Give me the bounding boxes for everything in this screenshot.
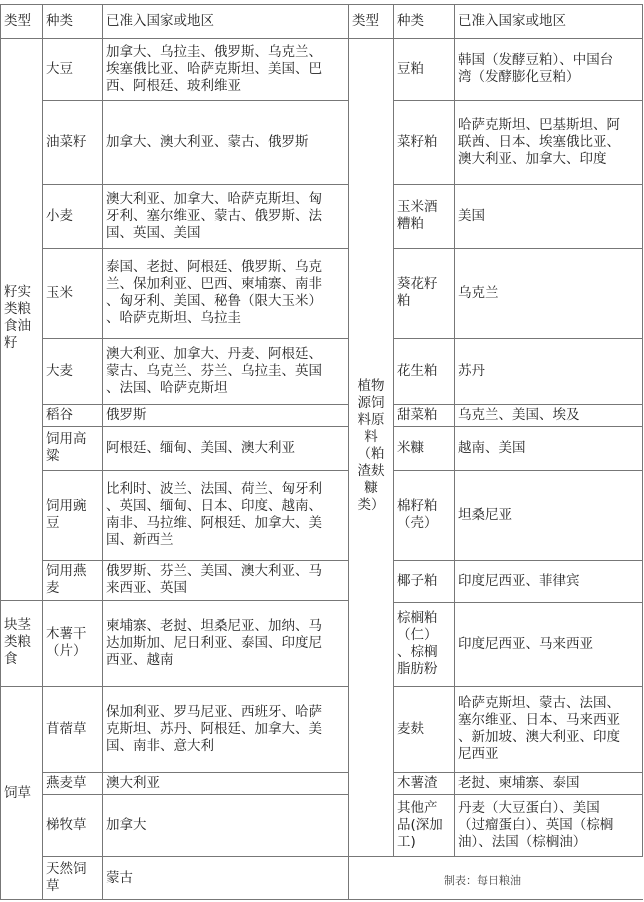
right-countries-cell: 丹麦（大豆蛋白）、美国 （过瘤蛋白）、英国（棕榈 油）、法国（棕榈油） [458,799,614,850]
right-kind-cell: 葵花籽 粕 [397,276,438,309]
left-kind-cell: 大麦 [46,362,73,379]
left-kind-cell: 天然饲 草 [46,861,87,894]
grid-line [42,338,348,339]
grid-line [393,404,643,405]
grid-line [42,100,348,101]
left-kind-cell: 苜蓿草 [46,720,87,737]
left-kind-cell: 小麦 [46,207,73,224]
left-kind-cell: 饲用豌 豆 [46,498,87,531]
right-countries-cell: 印度尼西亚、马来西亚 [458,635,593,652]
grid-line [393,602,643,603]
left-countries-cell: 加拿大、乌拉圭、俄罗斯、乌克兰、 埃塞俄比亚、哈萨克斯坦、美国、巴 西、阿根廷、玻利维亚 [106,43,322,94]
left-kind-cell: 木薯干 （片） [46,626,87,659]
grid-line [0,4,1,900]
grid-line [42,426,348,427]
table-credit: 制表：每日粮油 [444,873,521,887]
grid-line [0,38,643,39]
right-countries-cell: 印度尼西亚、菲律宾 [458,572,580,589]
grid-line [102,4,103,900]
left-countries-cell: 阿根廷、缅甸、美国、澳大利亚 [106,439,295,456]
left-kind-cell: 梯牧草 [46,816,87,833]
right-kind-cell: 棕榈粕 （仁） 、棕榈 脂肪粉 [397,610,438,677]
grid-line [642,4,643,856]
left-countries-cell: 保加利亚、罗马尼亚、西班牙、哈萨 克斯坦、苏丹、阿根廷、加拿大、美 国、南非、意大利 [106,703,322,754]
right-countries-cell: 韩国（发酵豆粕）、中国台 湾（发酵膨化豆粕） [458,52,614,85]
right-kind-cell: 麦麸 [397,720,424,737]
left-countries-cell: 澳大利亚、加拿大、丹麦、阿根廷、 蒙古、乌克兰、芬兰、乌拉圭、英国 、法国、哈萨克斯坦 [106,345,322,396]
grid-line [393,560,643,561]
grid-line [0,899,643,900]
right-countries-cell: 哈萨克斯坦、蒙古、法国、 塞尔维亚、日本、马来西亚 、新加坡、澳大利亚、印度 尼西亚 [458,695,620,762]
right-countries-cell: 苏丹 [458,362,485,379]
grid-line [393,100,643,101]
left-kind-cell: 油菜籽 [46,133,87,150]
grid-line [42,794,348,795]
left-kind-cell: 稻谷 [46,406,73,423]
right-countries-cell: 坦桑尼亚 [458,506,512,523]
category-tuber: 块茎 类粮 食 [4,616,31,667]
right-countries-cell: 美国 [458,207,485,224]
left-countries-cell: 加拿大、澳大利亚、蒙古、俄罗斯 [106,133,309,150]
grid-line [42,772,348,773]
right-countries-cell: 老挝、柬埔寨、泰国 [458,774,580,791]
left-kind-cell: 饲用高 粱 [46,431,87,464]
left-countries-cell: 俄罗斯、芬兰、美国、澳大利亚、马 来西亚、英国 [106,563,322,596]
grid-line [0,686,348,687]
left-countries-cell: 加拿大 [106,816,147,833]
left-countries-cell: 泰国、老挝、阿根廷、俄罗斯、乌克 兰、保加利亚、巴西、柬埔寨、南非 、匈牙利、美国、秘鲁（限大玉米） 、哈萨克斯坦、乌拉圭 [106,259,322,326]
right-kind-cell: 椰子粕 [397,572,438,589]
right-countries-cell: 乌克兰、美国、埃及 [458,406,580,423]
left-countries-cell: 柬埔寨、老挝、坦桑尼亚、加纳、马 达加斯加、尼日利亚、泰国、印度尼 西亚、越南 [106,617,322,668]
grid-line [42,184,348,185]
grid-line [42,404,348,405]
grid-line [42,856,348,857]
right-kind-cell: 菜籽粕 [397,133,438,150]
grid-line [393,338,643,339]
grid-line [42,470,348,471]
right-kind-cell: 木薯渣 [397,774,438,791]
grid-line [348,856,643,857]
grid-line [348,4,349,900]
header-countries-left: 已准入国家或地区 [106,12,214,29]
right-countries-cell: 乌克兰 [458,284,499,301]
right-kind-cell: 米糠 [397,439,424,456]
grid-line [393,184,643,185]
left-countries-cell: 比利时、波兰、法国、荷兰、匈牙利 、英国、缅甸、日本、印度、越南、 南非、马拉维、阿根廷、加拿大、美 国、新西兰 [106,481,322,548]
left-kind-cell: 大豆 [46,60,73,77]
left-kind-cell: 玉米 [46,284,73,301]
category-forage: 饲草 [4,784,31,801]
right-kind-cell: 花生粕 [397,362,438,379]
grid-line [42,248,348,249]
grid-line [393,426,643,427]
grid-line [393,772,643,773]
grid-line [393,248,643,249]
category-grain-oilseed: 籽实 类粮 食油 籽 [4,284,31,351]
header-kind-right: 种类 [397,12,424,29]
right-kind-cell: 甜菜粕 [397,406,438,423]
right-kind-cell: 棉籽粕 （壳） [397,498,438,531]
grid-line [454,4,455,856]
grid-line [42,560,348,561]
right-kind-cell: 其他产 品(深加 工) [397,799,443,850]
header-type-left: 类型 [4,12,31,29]
header-countries-right: 已准入国家或地区 [458,12,566,29]
right-countries-cell: 哈萨克斯坦、巴基斯坦、阿 联酋、日本、埃塞俄比亚、 澳大利亚、加拿大、印度 [458,116,620,167]
grid-line [393,686,643,687]
left-kind-cell: 饲用燕 麦 [46,563,87,596]
grid-line [0,4,643,5]
header-kind-left: 种类 [46,12,73,29]
grid-line [393,794,643,795]
right-countries-cell: 越南、美国 [458,439,526,456]
grid-line [42,4,43,900]
header-type-right: 类型 [352,12,379,29]
left-countries-cell: 澳大利亚、加拿大、哈萨克斯坦、匈 牙利、塞尔维亚、蒙古、俄罗斯、法 国、英国、美国 [106,190,322,241]
grid-line [393,470,643,471]
left-countries-cell: 澳大利亚 [106,774,160,791]
left-kind-cell: 燕麦草 [46,774,87,791]
right-kind-cell: 玉米酒 糟粕 [397,199,438,232]
category-plant-feed-material: 植物 源饲 料原 料 （粕 渣麸 糠 类） [357,378,385,513]
left-countries-cell: 蒙古 [106,869,133,886]
grid-line [0,600,348,601]
grid-line [393,4,394,856]
left-countries-cell: 俄罗斯 [106,406,147,423]
right-kind-cell: 豆粕 [397,60,424,77]
